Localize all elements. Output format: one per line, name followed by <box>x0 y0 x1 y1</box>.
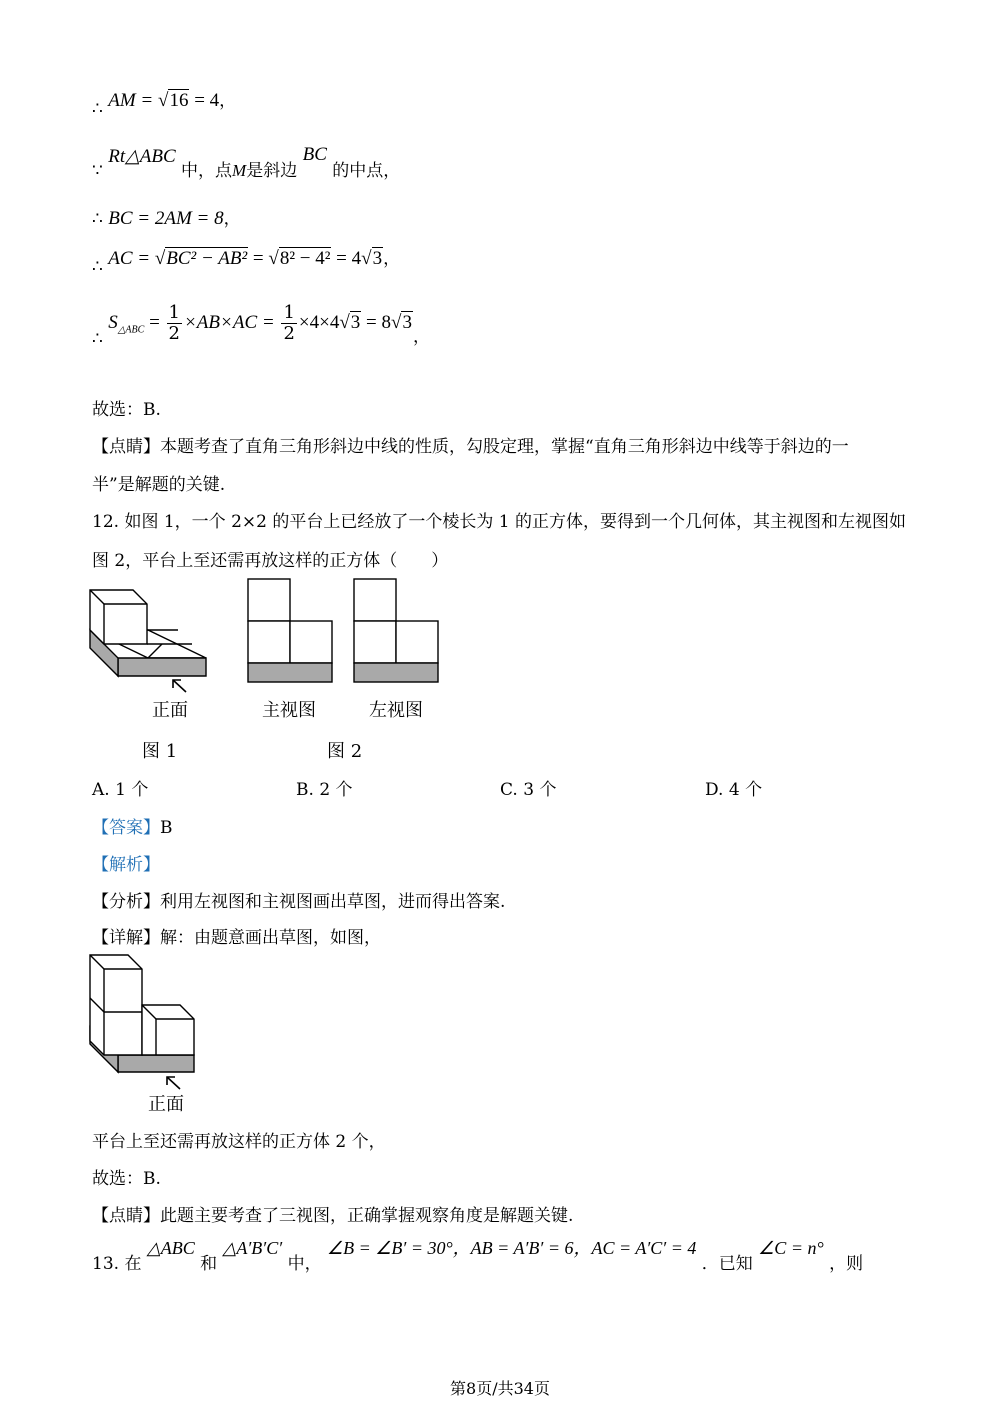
conclusion-line: 平台上至还需再放这样的正方体 2 个， <box>92 1132 386 1152</box>
fraction-one-half-2: $\frac{1}{2}$ <box>283 302 295 344</box>
solution-line-area: ∴ $S_{\triangle ABC}$ = $\frac{1}{2}$ ×AB×AC = $\frac{1}{2}$ ×4×4√3 = 8√3， <box>92 302 430 349</box>
question-13: 13. 在 △ABC 和 △A′B′C′ 中， ∠B = ∠B′ = 30°，AB = A′B′ = 6，AC = A′C′ = 4 ．已知 ∠C = n° ，则 <box>92 1238 864 1274</box>
fenxi-line: 【分析】利用左视图和主视图画出草图，进而得出答案. <box>92 892 506 912</box>
option-a: A. 1 个 <box>92 780 149 800</box>
comment-2: 【点睛】此题主要考查了三视图，正确掌握观察角度是解题关键. <box>92 1206 574 1226</box>
comment-1: 【点睛】本题考查了直角三角形斜边中线的性质，勾股定理，掌握“直角三角形斜边中线等于斜边的一 <box>92 437 849 457</box>
analysis-label: 【解析】 <box>92 855 160 875</box>
solution-line-rt: ∵ Rt△ABC 中，点M是斜边 BC 的中点， <box>92 144 401 181</box>
xiangjie-line: 【详解】解：由题意画出草图，如图， <box>92 928 381 948</box>
left-view-figure <box>353 578 441 684</box>
solution-line-ac: ∴ AC = √BC² − AB² = √8² − 4² = 4√3， <box>92 248 401 277</box>
front-arrow-icon <box>168 676 190 696</box>
choose-b-1: 故选：B. <box>92 400 161 420</box>
radicand-8-4: 8² − 4² <box>279 248 331 269</box>
figure1-isometric <box>88 586 210 681</box>
expr-rt-triangle: Rt△ABC <box>108 146 176 167</box>
comment-1b: 半”是解题的关键. <box>92 475 226 495</box>
expr-am-right: = 4 <box>189 90 220 111</box>
because-symbol: ∵ <box>92 161 103 181</box>
expr-am-left: AM = <box>108 90 158 111</box>
fig1-caption: 图 1 <box>142 741 178 762</box>
radicand-bc-ab: BC² − AB² <box>166 248 248 269</box>
radicand-16: 16 <box>169 90 189 111</box>
fraction-one-half: $\frac{1}{2}$ <box>168 302 180 344</box>
main-view-label: 主视图 <box>262 700 316 721</box>
page-footer: 第8页/共34页 <box>450 1379 550 1398</box>
option-d: D. 4 个 <box>705 780 763 800</box>
solution-line-am: ∴ AM = √16 = 4， <box>92 90 237 119</box>
fig2-caption: 图 2 <box>327 741 363 762</box>
solution-isometric-figure <box>88 952 198 1076</box>
front-label-2: 正面 <box>148 1094 184 1115</box>
therefore-symbol: ∴ <box>92 99 103 119</box>
question-12-line2: 图 2，平台上至还需再放这样的正方体（ ） <box>92 551 449 571</box>
option-b: B. 2 个 <box>296 780 353 800</box>
answer-line: 【答案】B <box>92 818 173 838</box>
question-12-line1: 12. 如图 1，一个 2×2 的平台上已经放了一个棱长为 1 的正方体，要得到一个几何体，其主视图和左视图如 <box>92 512 906 532</box>
option-c: C. 3 个 <box>500 780 557 800</box>
front-label: 正面 <box>152 700 188 721</box>
expr-bc: BC = 2AM = 8 <box>108 208 224 229</box>
left-view-label: 左视图 <box>369 700 423 721</box>
main-view-figure <box>247 578 335 684</box>
choose-b-2: 故选：B. <box>92 1169 161 1189</box>
solution-line-bc: ∴ BC = 2AM = 8， <box>92 208 241 229</box>
